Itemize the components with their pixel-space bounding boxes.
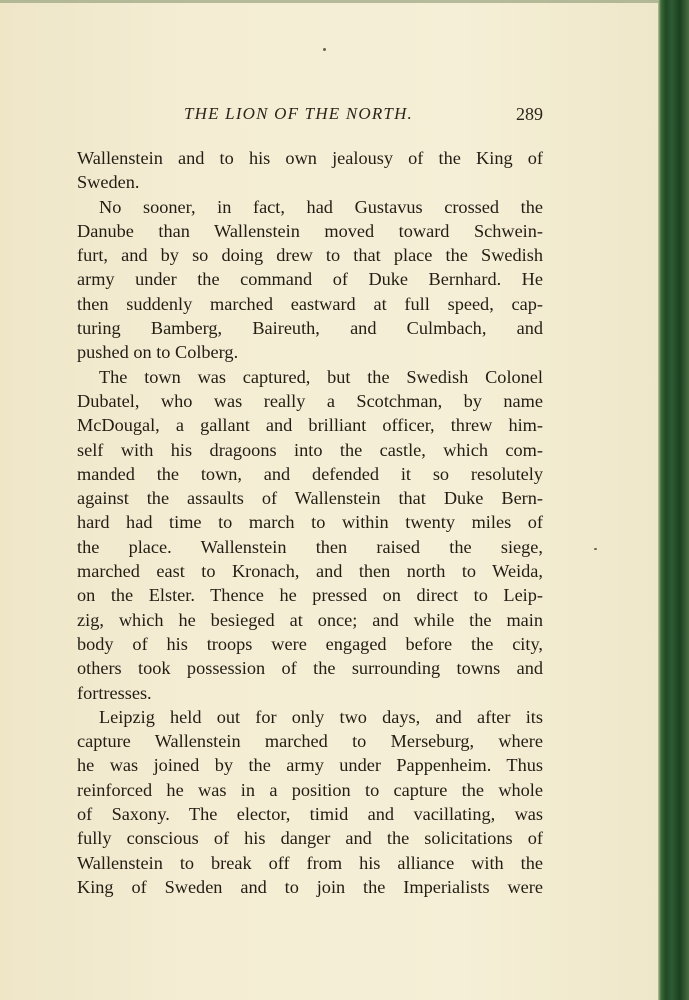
text-line: the place. Wallenstein then raised the siege, (77, 536, 543, 557)
text-line: marched east to Kronach, and then north to Weida, (77, 561, 543, 582)
text-line: furt, and by so doing drew to that place the Swedish (77, 245, 543, 266)
text-line: then suddenly marched eastward at full speed, cap- (77, 293, 543, 314)
text-line: King of Sweden and to join the Imperialists were (77, 876, 543, 897)
text-line: pushed on to Colberg. (77, 342, 239, 363)
text-line: zig, which he besieged at once; and while the main (77, 609, 543, 630)
text-line: manded the town, and defended it so resolutely (77, 463, 543, 484)
body-text (77, 146, 543, 899)
running-head (80, 104, 546, 128)
text-line: Dubatel, who was really a Scotchman, by name (77, 390, 543, 411)
text-line: body of his troops were engaged before the city, (77, 633, 543, 654)
text-line: self with his dragoons into the castle, which com- (77, 439, 543, 460)
text-line: others took possession of the surrounding towns and (77, 658, 543, 679)
text-line: army under the command of Duke Bernhard. He (77, 269, 543, 290)
text-line: of Saxony. The elector, timid and vacillating, was (77, 804, 543, 825)
running-title: THE LION OF THE NORTH. (184, 104, 414, 123)
text-line: Wallenstein to break off from his alliance with the (77, 852, 543, 873)
text-line: fortresses. (77, 682, 152, 703)
text-line: Leipzig held out for only two days, and after its (99, 706, 543, 727)
page-number: 289 (516, 104, 543, 124)
paper-speck (594, 548, 597, 550)
page-top-edge (0, 0, 658, 3)
text-line: capture Wallenstein marched to Merseburg, where (77, 731, 543, 752)
text-line: The town was captured, but the Swedish Colonel (99, 366, 543, 387)
paper-speck (323, 48, 326, 51)
text-line: against the assaults of Wallenstein that Duke Bern- (77, 488, 543, 509)
text-line: turing Bamberg, Baireuth, and Culmbach, and (77, 318, 543, 339)
text-line: No sooner, in fact, had Gustavus crossed the (99, 196, 543, 217)
text-line: on the Elster. Thence he pressed on direct to Leip- (77, 585, 543, 606)
text-line: Sweden. (77, 172, 140, 193)
text-line: McDougal, a gallant and brilliant officer, threw him- (77, 415, 543, 436)
text-line: Danube than Wallenstein moved toward Schwein- (77, 220, 543, 241)
text-line: Wallenstein and to his own jealousy of the King of (77, 148, 543, 168)
text-line: he was joined by the army under Pappenheim. Thus (77, 755, 543, 776)
text-line: reinforced he was in a position to capture the whole (77, 779, 543, 800)
book-binding-edge (658, 0, 689, 1000)
text-line: hard had time to march to within twenty miles of (77, 512, 543, 533)
text-line: fully conscious of his danger and the solicitations of (77, 828, 543, 849)
